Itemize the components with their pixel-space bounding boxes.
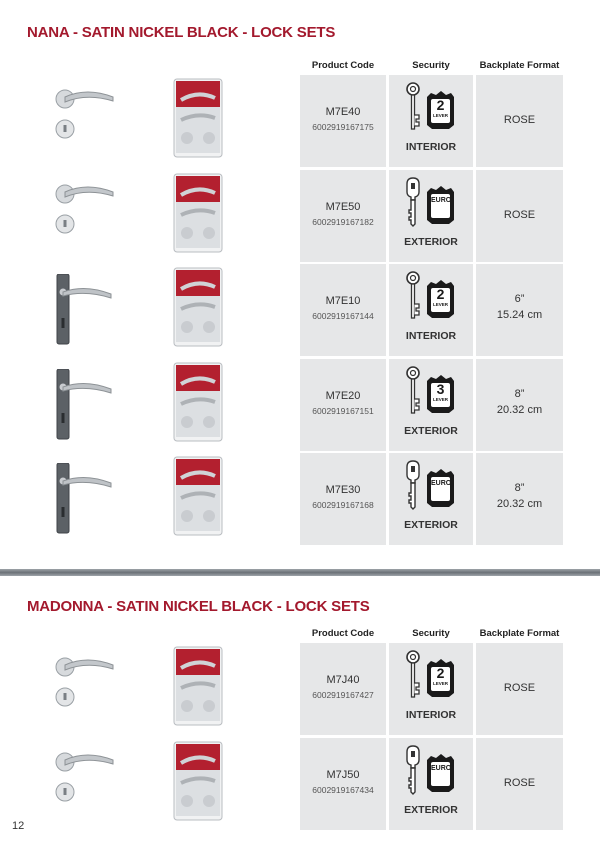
- nana-row-2-code-cell: [300, 264, 386, 356]
- product-code: M7J50: [326, 769, 360, 781]
- key-icon: [407, 746, 419, 794]
- product-code: M7J40: [326, 674, 360, 686]
- badge-subtext: LEVER: [432, 113, 448, 118]
- backplate-format: ROSE: [503, 777, 536, 789]
- backplate-format: ROSE: [503, 209, 536, 221]
- nana-row-0-code-cell: [300, 75, 386, 167]
- badge-subtext: LEVER: [432, 681, 448, 686]
- madonna-section-title: MADONNA - SATIN NICKEL BLACK - LOCK SETS: [27, 598, 370, 615]
- barcode-number: 6002919167144: [312, 311, 374, 321]
- madonna-row-1-backplate-cell: [476, 738, 563, 830]
- security-label: INTERIOR: [405, 330, 457, 342]
- door-handle-image: [55, 463, 125, 535]
- nana-row-2-backplate-cell: [476, 264, 563, 356]
- backplate-format: 8”: [514, 482, 525, 494]
- barcode-number: 6002919167434: [312, 785, 374, 795]
- backplate-format: ROSE: [503, 114, 536, 126]
- key-icon: [407, 83, 419, 129]
- backplate-format-metric: 20.32 cm: [496, 498, 543, 510]
- badge-text: 3: [436, 381, 445, 397]
- nana-row-1-code-cell: [300, 170, 386, 262]
- door-handle-image: [55, 180, 125, 252]
- nana-row-2-security-cell: [389, 264, 473, 356]
- product-code: M7E40: [325, 106, 361, 118]
- backplate-format: 6”: [514, 293, 525, 305]
- badge-text: 2: [436, 286, 445, 302]
- security-label: EXTERIOR: [404, 425, 458, 437]
- section-divider: [0, 569, 600, 576]
- door-handle-image: [55, 748, 125, 820]
- euro-badge-icon: [427, 469, 454, 507]
- badge-text: EURO: [431, 197, 452, 204]
- nana-row-4-backplate-cell: [476, 453, 563, 545]
- nana-header-backplate: Backplate Format: [479, 60, 560, 71]
- page-number: 12: [12, 820, 25, 832]
- euro-badge-icon: [427, 186, 454, 224]
- madonna-header-code: Product Code: [311, 628, 375, 639]
- security-label: INTERIOR: [405, 709, 457, 721]
- barcode-number: 6002919167175: [312, 122, 374, 132]
- key-icon: [407, 651, 419, 697]
- backplate-format: 8”: [514, 388, 525, 400]
- badge-text: 2: [436, 665, 445, 681]
- packaging-image: [173, 173, 223, 253]
- barcode-number: 6002919167151: [312, 406, 374, 416]
- packaging-image: [173, 646, 223, 726]
- product-code: M7E20: [325, 390, 361, 402]
- nana-row-4-code-cell: [300, 453, 386, 545]
- packaging-image: [173, 456, 223, 536]
- product-code: M7E10: [325, 295, 361, 307]
- nana-header-security: Security: [412, 60, 450, 71]
- door-handle-image: [55, 85, 125, 157]
- badge-subtext: LEVER: [432, 397, 448, 402]
- nana-section-title: NANA - SATIN NICKEL BLACK - LOCK SETS: [27, 24, 336, 41]
- badge-text: 2: [436, 97, 445, 113]
- badge-subtext: LEVER: [432, 302, 448, 307]
- badge-text: EURO: [431, 765, 452, 772]
- security-label: EXTERIOR: [404, 804, 458, 816]
- nana-row-3-code-cell: [300, 359, 386, 451]
- nana-row-0-security-cell: [389, 75, 473, 167]
- security-label: INTERIOR: [405, 141, 457, 153]
- key-icon: [407, 461, 419, 509]
- door-handle-image: [55, 653, 125, 725]
- nana-row-0-backplate-cell: [476, 75, 563, 167]
- nana-row-3-backplate-cell: [476, 359, 563, 451]
- backplate-format-metric: 15.24 cm: [496, 309, 543, 321]
- key-icon: [407, 367, 419, 413]
- nana-row-4-security-cell: [389, 453, 473, 545]
- euro-badge-icon: [427, 754, 454, 792]
- madonna-row-0-backplate-cell: [476, 643, 563, 735]
- barcode-number: 6002919167427: [312, 690, 374, 700]
- key-icon: [407, 272, 419, 318]
- badge-text: EURO: [431, 480, 452, 487]
- nana-row-1-backplate-cell: [476, 170, 563, 262]
- nana-row-3-security-cell: [389, 359, 473, 451]
- door-handle-image: [55, 274, 125, 346]
- door-handle-image: [55, 369, 125, 441]
- security-label: EXTERIOR: [404, 236, 458, 248]
- nana-row-1-security-cell: [389, 170, 473, 262]
- backplate-format-metric: 20.32 cm: [496, 404, 543, 416]
- product-code: M7E30: [325, 484, 361, 496]
- packaging-image: [173, 267, 223, 347]
- madonna-row-0-security-cell: [389, 643, 473, 735]
- madonna-header-security: Security: [412, 628, 450, 639]
- packaging-image: [173, 362, 223, 442]
- madonna-header-backplate: Backplate Format: [479, 628, 560, 639]
- madonna-row-1-code-cell: [300, 738, 386, 830]
- packaging-image: [173, 741, 223, 821]
- packaging-image: [173, 78, 223, 158]
- madonna-row-1-security-cell: [389, 738, 473, 830]
- product-code: M7E50: [325, 201, 361, 213]
- security-label: EXTERIOR: [404, 519, 458, 531]
- madonna-row-0-code-cell: [300, 643, 386, 735]
- backplate-format: ROSE: [503, 682, 536, 694]
- nana-header-code: Product Code: [311, 60, 375, 71]
- barcode-number: 6002919167168: [312, 500, 374, 510]
- key-icon: [407, 178, 419, 226]
- barcode-number: 6002919167182: [312, 217, 374, 227]
